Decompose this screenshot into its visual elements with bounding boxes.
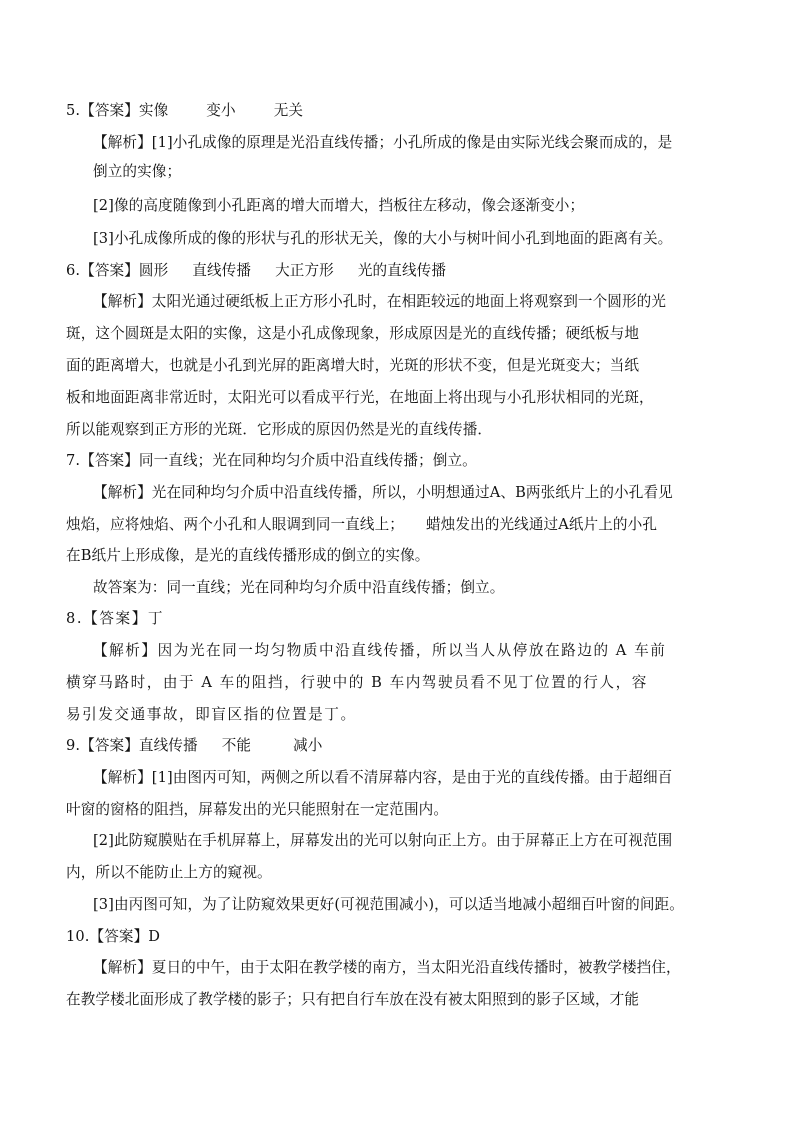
item-10-answer: [66, 927, 160, 947]
item-7-answer: [66, 451, 477, 471]
item-9-answer-1: 直线传播: [138, 737, 198, 754]
item-9-analysis-line-2: 叶窗的窗格的阻挡，屏幕发出的光只能照射在一定范围内。: [66, 801, 449, 818]
item-5-analysis-line-2: 倒立的实像；: [93, 163, 182, 180]
item-8-analysis-line-1: 【解析】因为光在同一均匀物质中沿直线传播，所以当人从停放在路边的 A 车前: [93, 642, 667, 659]
item-6-answer-1: 圆形: [138, 262, 169, 279]
item-8-answer: [66, 609, 164, 629]
item-5-answer-prefix: 5.【答案】: [66, 102, 139, 119]
item-6-answer: [66, 261, 446, 281]
item-7-analysis-line-2a: 烛焰，应将烛焰、两个小孔和人眼调到同一直线上；: [66, 516, 404, 533]
item-5-answer-2: 变小: [206, 102, 236, 119]
item-6-answer-prefix: 6.【答案】: [66, 262, 139, 279]
item-7-analysis-line-1: 【解析】光在同种均匀介质中沿直线传播，所以，小明想通过A、B两张纸片上的小孔看见: [93, 484, 673, 501]
item-8-analysis-line-3: 易引发交通事故，即盲区指的位置是丁。: [66, 706, 357, 723]
item-7-analysis-line-4: 故答案为：同一直线；光在同种均匀介质中沿直线传播；倒立。: [93, 579, 505, 596]
item-9-analysis-line-4: 内，所以不能防止上方的窥视。: [66, 864, 272, 881]
item-8-answer-prefix: 8.【答案】: [66, 610, 148, 627]
item-6-analysis-line-3: 面的距离增大，也就是小孔到光屏的距离增大时，光斑的形状不变，但是光斑变大；当纸: [66, 357, 640, 374]
item-9-answer-prefix: 9.【答案】: [66, 737, 139, 754]
item-10-analysis-line-1: 【解析】夏日的中午，由于太阳在教学楼的南方，当太阳光沿直线传播时，被教学楼挡住，: [93, 959, 681, 976]
item-5-analysis-line-3: [2]像的高度随像到小孔距离的增大而增大，挡板往左移动，像会逐渐变小；: [93, 197, 585, 214]
item-6-analysis-line-5: 所以能观察到正方形的光斑．它形成的原因仍然是光的直线传播．: [66, 421, 493, 438]
item-8-analysis-line-2: 横穿马路时，由于 A 车的阻挡，行驶中的 B 车内驾驶员看不见丁位置的行人，容: [66, 674, 648, 691]
item-9-answer: [66, 736, 322, 756]
item-7-analysis-line-3: 在B纸片上形成像，是光的直线传播形成的倒立的实像。: [66, 547, 430, 564]
item-10-analysis-line-2: 在教学楼北面形成了教学楼的影子；只有把自行车放在没有被太阳照到的影子区域，才能: [66, 991, 640, 1008]
item-5-analysis-line-4: [3]小孔成像所成的像的形状与孔的形状无关，像的大小与树叶间小孔到地面的距离有关。: [93, 230, 673, 247]
item-9-analysis-line-3: [2]此防窥膜贴在手机屏幕上，屏幕发出的光可以射向正上方。由于屏幕正上方在可视范围: [93, 832, 673, 849]
item-5-analysis-line-1: 【解析】[1]小孔成像的原理是光沿直线传播；小孔所成的像是由实际光线会聚而成的，是: [93, 134, 673, 151]
item-7-answer-text: 同一直线；光在同种均匀介质中沿直线传播；倒立。: [138, 452, 477, 469]
item-5-answer-1: 实像: [138, 102, 169, 119]
item-7-analysis-line-2: [66, 515, 657, 535]
item-5-answer-3: 无关: [273, 102, 304, 119]
item-6-answer-3: 大正方形: [275, 262, 334, 279]
item-9-answer-3: 减小: [293, 737, 323, 754]
item-10-answer-text: D: [148, 928, 161, 945]
item-9-analysis-line-5: [3]由丙图可知，为了让防窥效果更好(可视范围减小)，可以适当地减小超细百叶窗的间距。: [93, 896, 684, 913]
item-9-analysis-line-1: 【解析】[1]由图丙可知，两侧之所以看不清屏幕内容，是由于光的直线传播。由于超细百: [93, 769, 673, 786]
item-6-answer-2: 直线传播: [192, 262, 252, 279]
item-9-answer-2: 不能: [221, 737, 252, 754]
item-6-analysis-line-4: 板和地面距离非常近时，太阳光可以看成平行光，在地面上将出现与小孔形状相同的光斑，: [66, 389, 654, 406]
item-6-analysis-line-1: 【解析】太阳光通过硬纸板上正方形小孔时，在相距较远的地面上将观察到一个圆形的光: [93, 293, 667, 310]
item-8-answer-text: 丁: [147, 610, 165, 627]
item-10-answer-prefix: 10.【答案】: [66, 928, 149, 945]
item-6-answer-4: 光的直线传播: [357, 262, 447, 279]
item-6-analysis-line-2: 斑，这个圆斑是太阳的实像，这是小孔成像现象，形成原因是光的直线传播；硬纸板与地: [66, 325, 640, 342]
item-7-analysis-line-2b: 蜡烛发出的光线通过A纸片上的小孔: [425, 516, 658, 533]
item-5-answer: [66, 101, 303, 121]
item-7-answer-prefix: 7.【答案】: [66, 452, 139, 469]
